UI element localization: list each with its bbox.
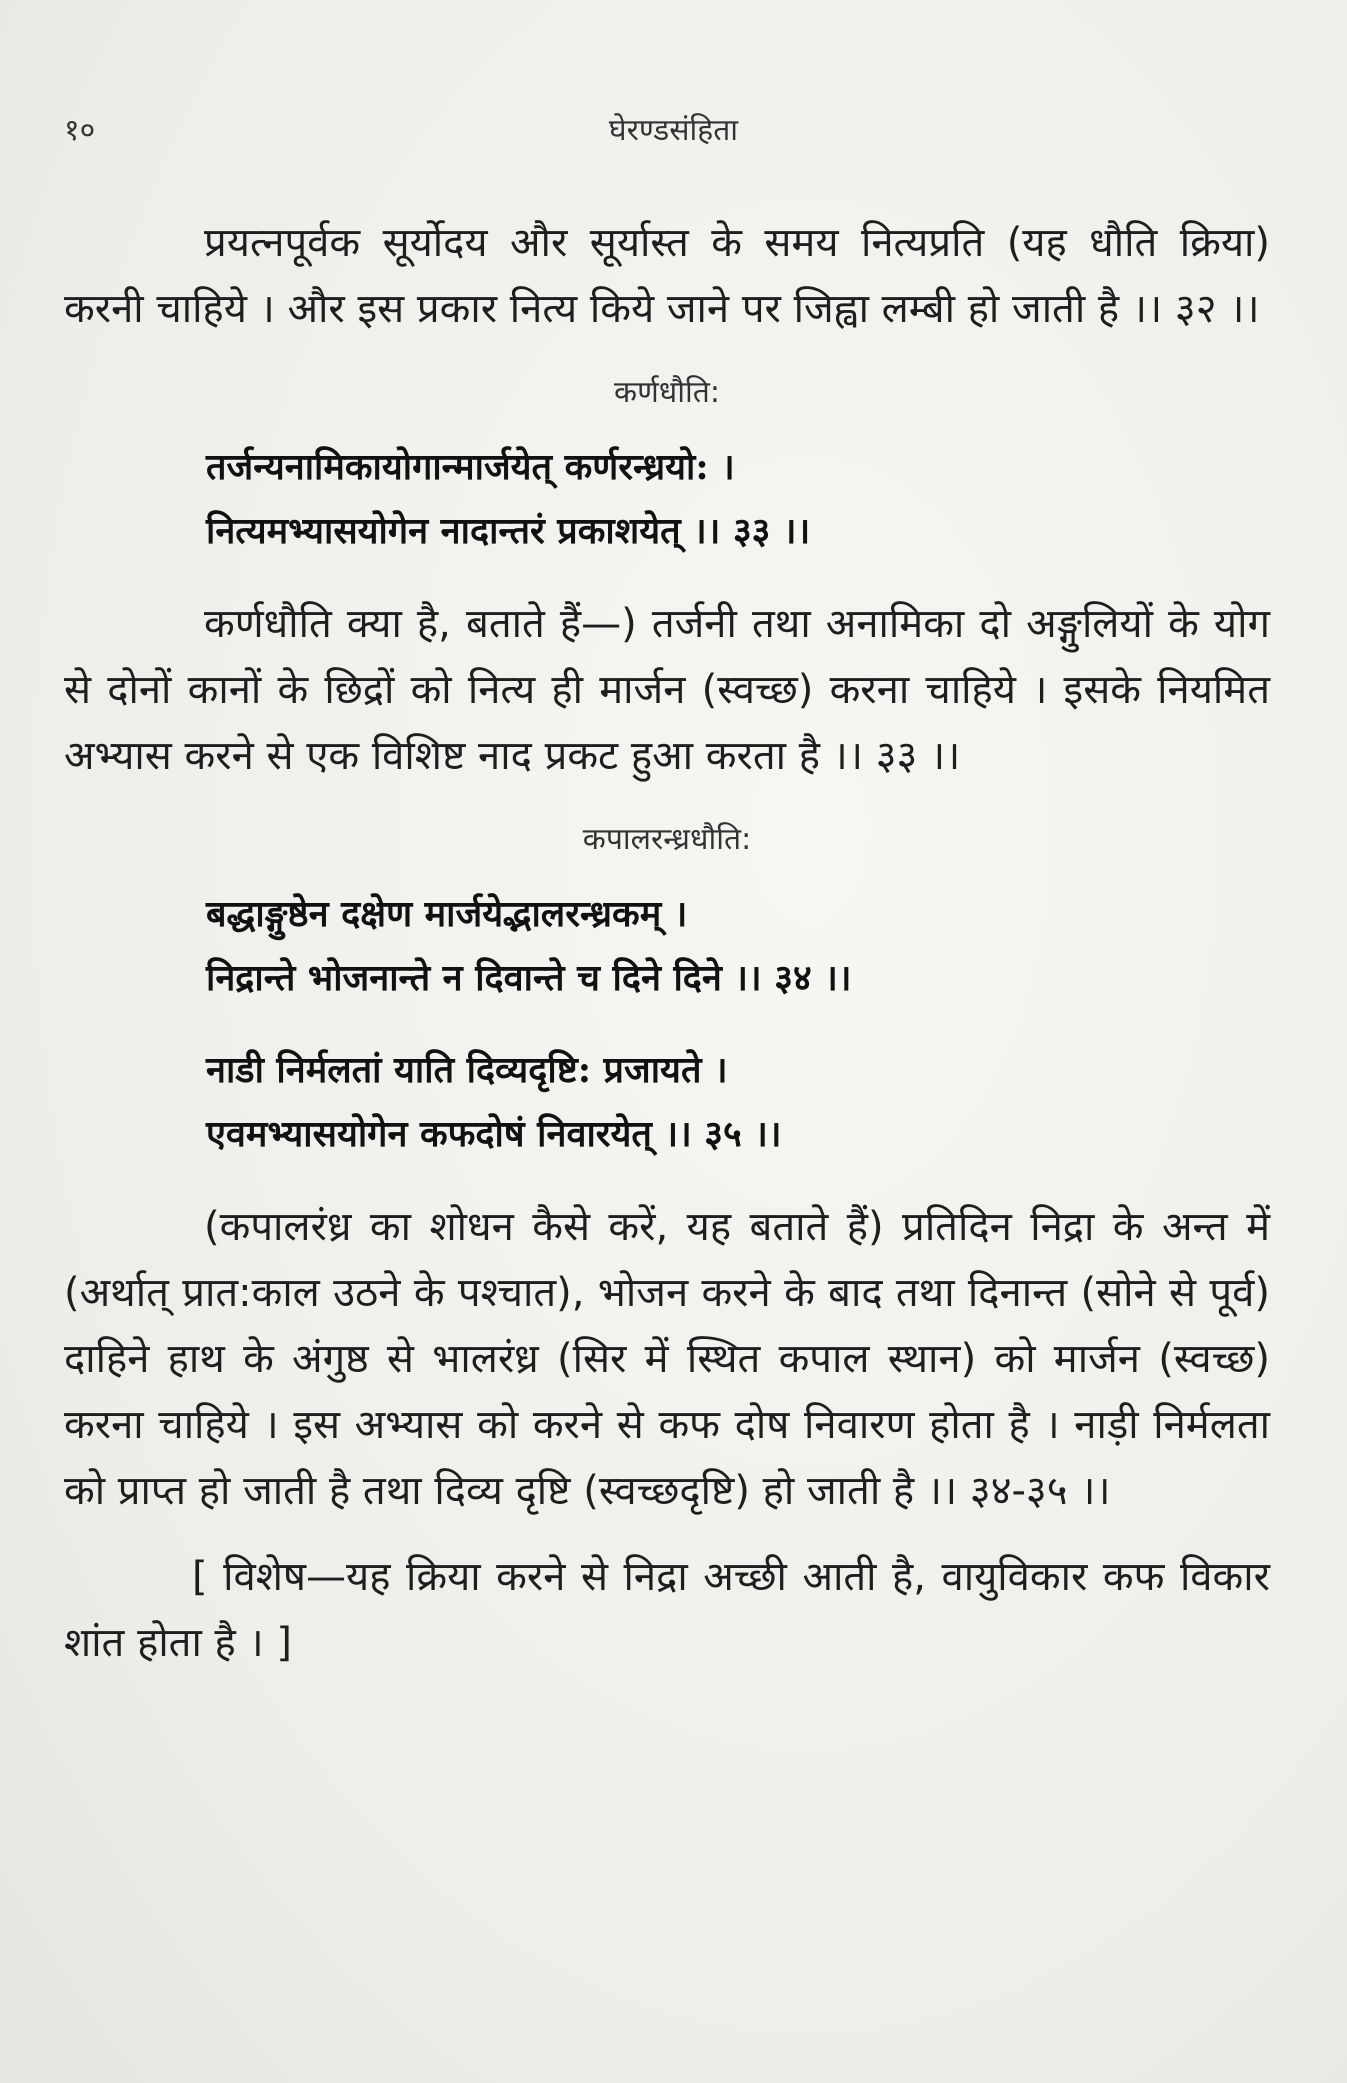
section-heading-karnadhauti: कर्णधौति:	[614, 375, 720, 410]
verse-33	[64, 435, 1270, 563]
commentary-paragraph-34-35: (कपालरंध्र का शोधन कैसे करें, यह बताते हैं) प्रतिदिन निद्रा के अन्त में (अर्थात् प्रात:काल उठने के पश्चात), भोजन करने के बाद तथा दिनान्त (सोने से पूर्व) दाहिने हाथ के अंगुष्ठ से भालरंध्र (सिर में स्थित कपाल स्थान) को मार्जन (स्वच्छ) करना चाहिये । इस अभ्यास को करने से कफ दोष निवारण होता है । नाड़ी निर्मलता को प्राप्त हो जाती है तथा दिव्य दृष्टि (स्वच्छदृष्टि) हो जाती है ।। ३४-३५ ।।	[64, 1204, 1270, 1514]
verse-line: एवमभ्यासयोगेन कफदोषं निवारयेत् ।। ३५ ।।	[206, 1113, 782, 1155]
verse-line: नित्यमभ्यासयोगेन नादान्तरं प्रकाशयेत् ।। ३३ ।।	[206, 510, 811, 552]
special-note: [ विशेष—यह क्रिया करने से निद्रा अच्छी आती है, वायुविकार कफ विकार शांत होता है । ]	[64, 1554, 1270, 1666]
verse-34	[64, 882, 1270, 1010]
page-content	[64, 210, 1270, 1676]
page-number: १०	[64, 113, 96, 148]
verse-line: तर्जन्यनामिकायोगान्मार्जयेत् कर्णरन्ध्रयो: ।	[206, 446, 735, 488]
commentary-paragraph-33: कर्णधौति क्या है, बताते हैं—) तर्जनी तथा अनामिका दो अङ्गुलियों के योग से दोनों कानों के छिद्रों को नित्य ही मार्जन (स्वच्छ) करना चाहिये । इसके नियमित अभ्यास करने से एक विशिष्ट नाद प्रकट हुआ करता है ।। ३३ ।।	[64, 601, 1270, 779]
verse-line: बद्धाङ्गुष्ठेन दक्षेण मार्जयेद्भालरन्ध्रकम् ।	[206, 893, 688, 935]
verse-line: नाडी निर्मलतां याति दिव्यदृष्टि: प्रजायते ।	[206, 1049, 728, 1091]
section-heading-kapalarandhra: कपालरन्ध्रधौति:	[582, 822, 752, 857]
verse-35	[64, 1038, 1270, 1166]
verse-line: निद्रान्ते भोजनान्ते न दिवान्ते च दिने दिने ।। ३४ ।।	[206, 957, 852, 999]
running-title: घेरण्डसंहिता	[608, 113, 739, 148]
page-header	[64, 108, 1283, 168]
commentary-paragraph-32: प्रयत्नपूर्वक सूर्योदय और सूर्यास्त के समय नित्यप्रति (यह धौति क्रिया) करनी चाहिये । और इस प्रकार नित्य किये जाने पर जिह्वा लम्बी हो जाती है ।। ३२ ।।	[64, 220, 1270, 332]
